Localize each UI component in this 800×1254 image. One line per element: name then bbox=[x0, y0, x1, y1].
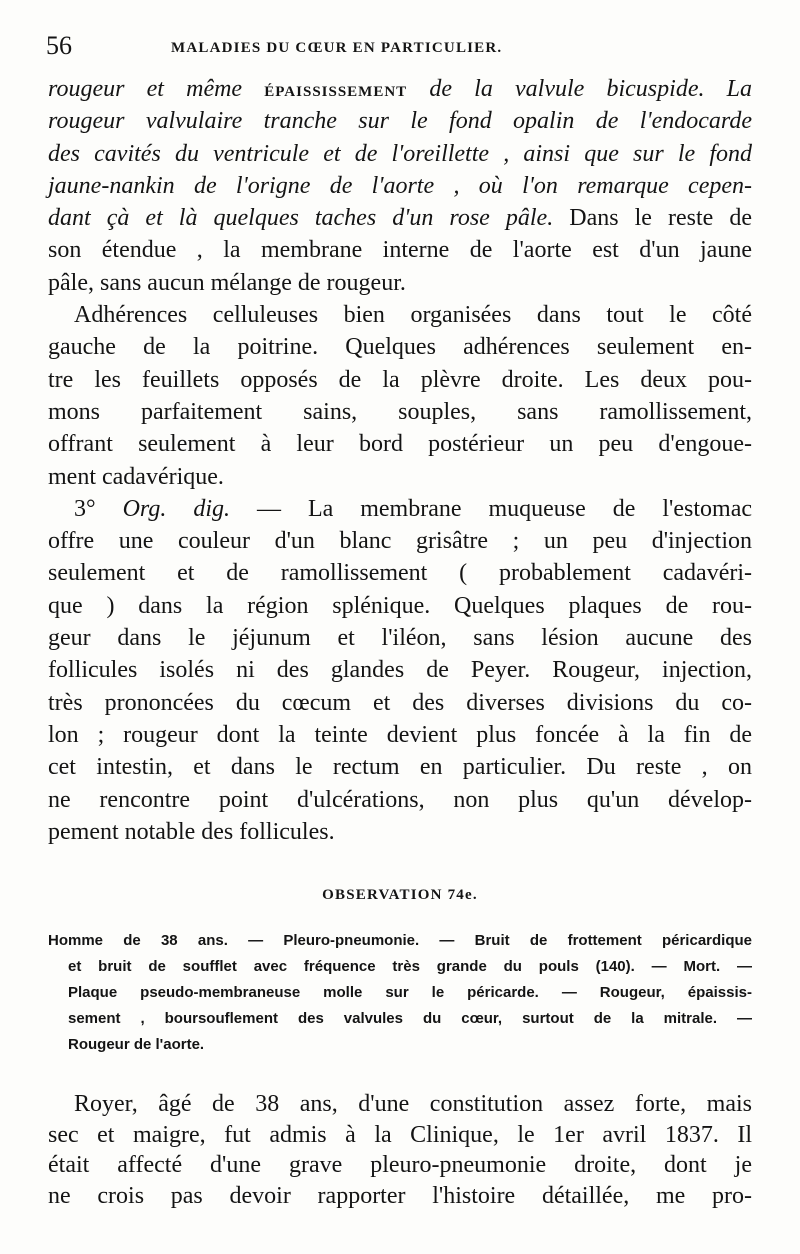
page-number: 56 bbox=[46, 31, 72, 60]
text-line: lon ; rougeur dont la teinte devient plus foncée à la fin de bbox=[48, 721, 752, 748]
text-line: offrant seulement à leur bord postérieur un peu d'engoue- bbox=[48, 431, 752, 458]
text-line: cet intestin, et dans le rectum en particulier. Du reste , on bbox=[48, 754, 752, 781]
text-line: offre une couleur d'un blanc grisâtre ; un peu d'injection bbox=[48, 528, 752, 555]
text-line: 3° Org. dig. — La membrane muqueuse de l'estomac bbox=[74, 495, 752, 522]
text-line: gauche de la poitrine. Quelques adhérences seulement en- bbox=[48, 334, 752, 361]
summary-line: et bruit de soufflet avec fréquence très grande du pouls (140). — Mort. — bbox=[68, 958, 752, 975]
main-text bbox=[48, 73, 752, 848]
text-line: rougeur et même ÉPAISSISSEMENT de la valvule bicuspide. La bbox=[48, 76, 752, 102]
text-line: ment cadavérique. bbox=[48, 463, 224, 490]
text-line: pâle, sans aucun mélange de rougeur. bbox=[48, 269, 406, 296]
observation-text bbox=[48, 1089, 752, 1211]
summary-line: Rougeur de l'aorte. bbox=[68, 1036, 205, 1053]
text-line: mons parfaitement sains, souples, sans ramollissement, bbox=[48, 398, 752, 425]
summary-line: sement , boursouflement des valvules du cœur, surtout de la mitrale. — bbox=[68, 1010, 752, 1027]
text-line: très prononcées du cœcum et des diverses divisions du co- bbox=[48, 689, 752, 716]
text-line: jaune-nankin de l'origne de l'aorte , où l'on remarque cepen- bbox=[48, 172, 752, 199]
text-line: Royer, âgé de 38 ans, d'une constitution assez forte, mais bbox=[74, 1091, 752, 1117]
text-line: dant çà et là quelques taches d'un rose pâle. Dans le reste de bbox=[48, 205, 752, 232]
text-line: seulement et de ramollissement ( probablement cadavéri- bbox=[48, 560, 752, 587]
running-head: MALADIES DU CŒUR EN PARTICULIER. bbox=[171, 40, 503, 56]
summary-line: Plaque pseudo-membraneuse molle sur le péricarde. — Rougeur, épaissis- bbox=[68, 984, 752, 1001]
text-line: était affecté d'une grave pleuro-pneumonie droite, dont je bbox=[48, 1152, 752, 1178]
text-line: Adhérences celluleuses bien organisées dans tout le côté bbox=[74, 302, 752, 329]
text-line: pement notable des follicules. bbox=[48, 818, 335, 845]
text-line: ne rencontre point d'ulcérations, non plus qu'un dévelop- bbox=[48, 786, 752, 813]
text-line: que ) dans la région splénique. Quelques plaques de rou- bbox=[48, 592, 752, 619]
text-line: geur dans le jéjunum et l'iléon, sans lésion aucune des bbox=[48, 625, 752, 652]
text-line: rougeur valvulaire tranche sur le fond opalin de l'endocarde bbox=[48, 108, 752, 135]
page-header bbox=[46, 30, 758, 66]
text-line: tre les feuillets opposés de la plèvre droite. Les deux pou- bbox=[48, 366, 752, 393]
summary-line: Homme de 38 ans. — Pleuro-pneumonie. — Bruit de frottement péricardique bbox=[48, 932, 752, 949]
text-line: ne crois pas devoir rapporter l'histoire détaillée, me pro- bbox=[48, 1182, 752, 1209]
text-line: son étendue , la membrane interne de l'aorte est d'un jaune bbox=[48, 237, 752, 264]
observation-summary bbox=[48, 928, 752, 1058]
text-line: sec et maigre, fut admis à la Clinique, le 1er avril 1837. Il bbox=[48, 1121, 752, 1148]
text-line: follicules isolés ni des glandes de Peyer. Rougeur, injection, bbox=[48, 657, 752, 684]
text-line: des cavités du ventricule et de l'oreillette , ainsi que sur le fond bbox=[48, 140, 752, 167]
observation-title: OBSERVATION 74e. bbox=[322, 887, 478, 903]
